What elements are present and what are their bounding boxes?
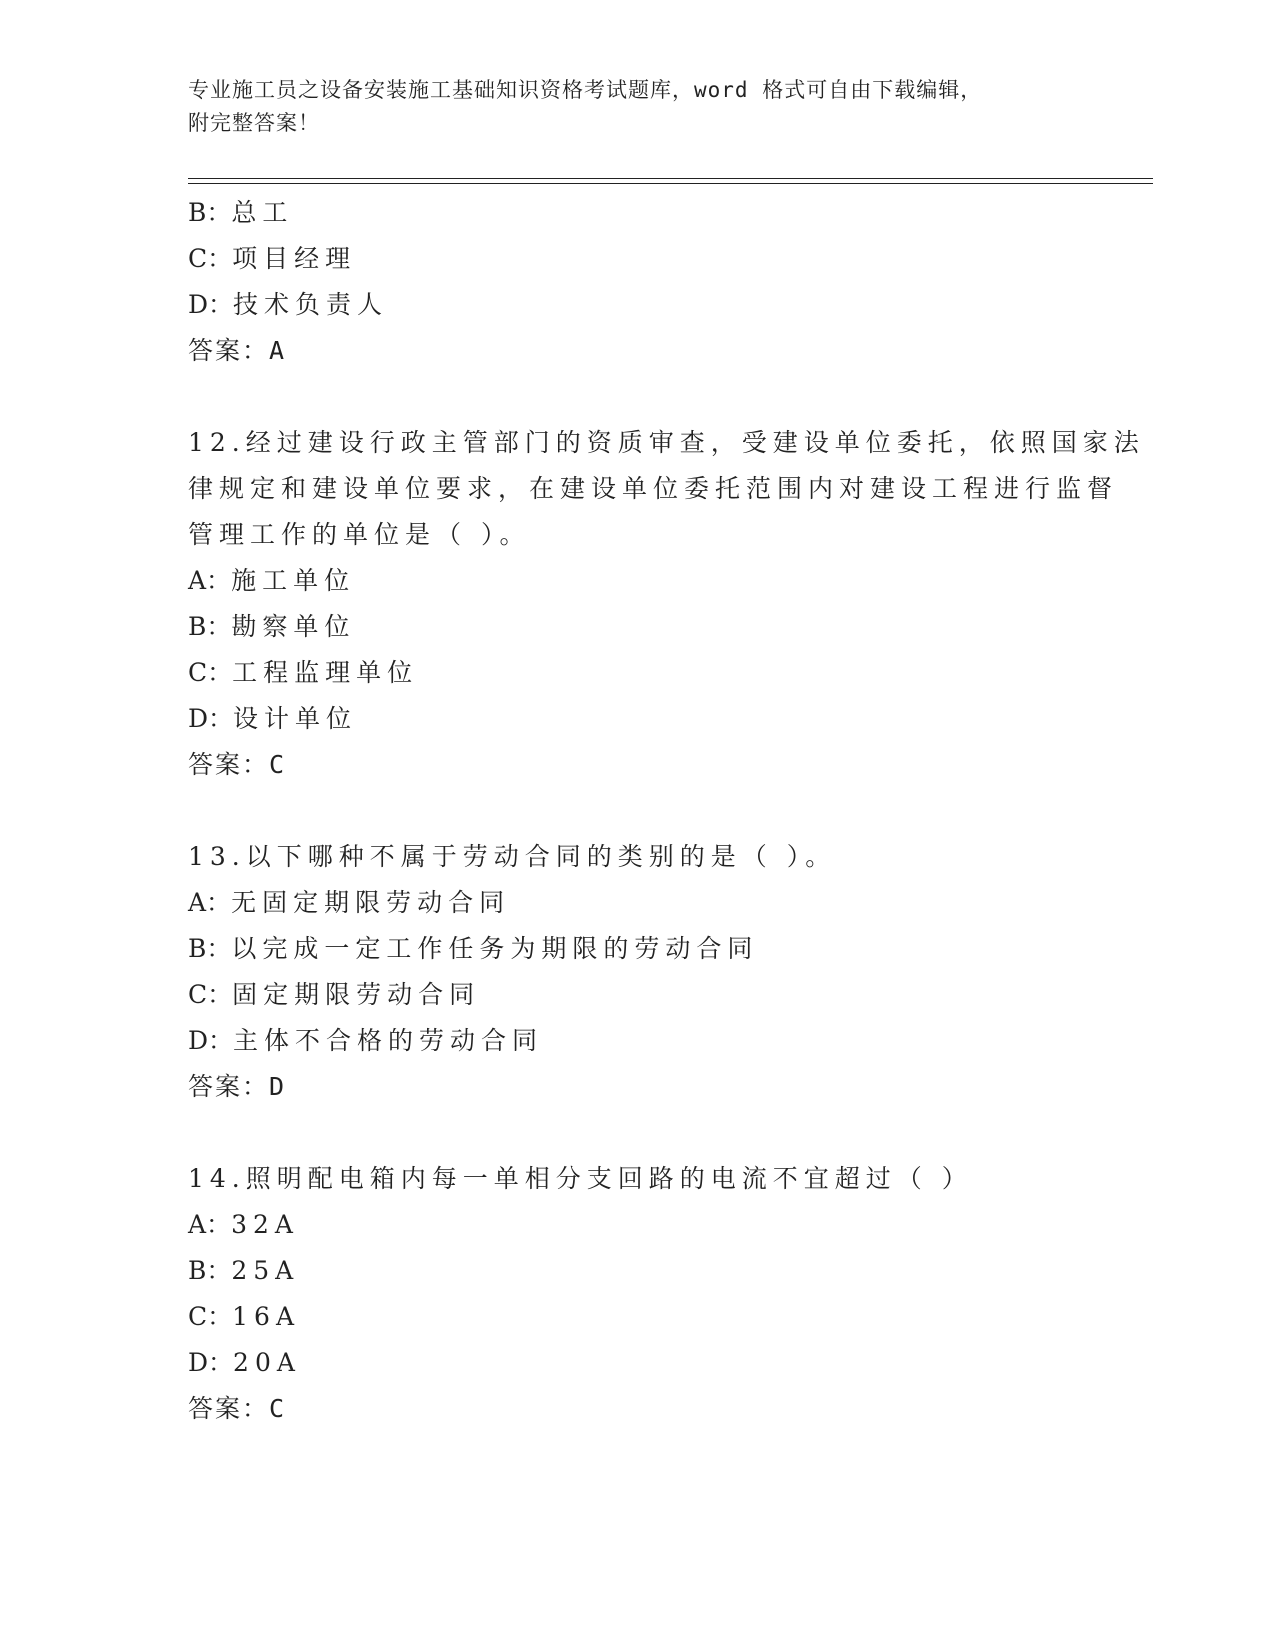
option-text: 工程监理单位: [232, 658, 419, 687]
question-text-line-1: 经过建设行政主管部门的资质审查，受建设单位委托，依照国家法: [245, 428, 1145, 457]
option-text: 32A: [231, 1210, 299, 1239]
option-text: 以完成一定工作任务为期限的劳动合同: [231, 934, 759, 963]
option-letter: A：: [188, 888, 232, 917]
option-letter: D：: [188, 1026, 234, 1055]
option-d: [188, 1340, 1088, 1386]
answer-value: A: [269, 336, 287, 365]
option-c: [188, 650, 1088, 696]
answer-label: 答案：: [188, 750, 270, 779]
option-text: 勘察单位: [231, 612, 356, 641]
option-a: [188, 1202, 1088, 1248]
option-letter: D：: [188, 290, 234, 319]
question-number: 12.: [188, 428, 246, 457]
option-letter: A：: [188, 566, 232, 595]
option-b: [188, 926, 1088, 972]
option-c: [188, 972, 1088, 1018]
option-c: [188, 236, 1088, 282]
answer-label: 答案：: [188, 1394, 270, 1423]
answer-value: C: [269, 1394, 287, 1423]
header-line-2: 附完整答案！: [188, 111, 320, 135]
answer-line: [188, 328, 1088, 374]
option-a: [188, 880, 1088, 926]
answer-line: [188, 1386, 1088, 1432]
question-text-line-2: 律规定和建设单位要求，在建设单位委托范围内对建设工程进行监督: [188, 474, 1119, 503]
question-text: [188, 834, 1088, 880]
question-text: [188, 1156, 1088, 1202]
answer-value: C: [269, 750, 287, 779]
question-text: [188, 420, 1145, 558]
option-letter: D：: [188, 704, 234, 733]
question-number: 14.: [188, 1164, 246, 1193]
option-letter: B：: [188, 1256, 232, 1285]
option-text: 25A: [231, 1256, 300, 1285]
option-text: 设计单位: [233, 704, 358, 733]
question-14: [188, 1156, 1088, 1432]
option-text: 主体不合格的劳动合同: [233, 1026, 544, 1055]
header-divider-bottom: [188, 183, 1153, 184]
option-text: 项目经理: [232, 244, 357, 273]
answer-line: [188, 1064, 1088, 1110]
option-d: [188, 696, 1088, 742]
answer-label: 答案：: [188, 1072, 270, 1101]
option-text: 固定期限劳动合同: [232, 980, 481, 1009]
question-text-line-3: 管理工作的单位是（ ）。: [188, 520, 531, 549]
option-b: [188, 190, 1088, 236]
option-text: 20A: [233, 1348, 301, 1377]
question-text-line-1: 以下哪种不属于劳动合同的类别的是（ ）。: [245, 842, 837, 871]
question-number: 13.: [188, 842, 246, 871]
option-text: 16A: [232, 1302, 301, 1331]
option-a: [188, 558, 1088, 604]
option-c: [188, 1294, 1088, 1340]
option-b: [188, 604, 1088, 650]
option-text: 技术负责人: [233, 290, 389, 319]
option-letter: B：: [188, 934, 232, 963]
option-b: [188, 1248, 1088, 1294]
option-text: 无固定期限劳动合同: [231, 888, 511, 917]
question-text-line-1: 照明配电箱内每一单相分支回路的电流不宜超过（ ）: [245, 1164, 973, 1193]
question-13: [188, 834, 1088, 1110]
option-letter: C：: [188, 244, 233, 273]
option-text: 总工: [231, 198, 294, 227]
carryover-question: [188, 190, 1088, 374]
question-text-line: [188, 420, 1145, 466]
question-content: [188, 190, 1145, 1432]
answer-value: D: [269, 1072, 287, 1101]
option-letter: B：: [188, 612, 232, 641]
option-letter: A：: [188, 1210, 232, 1239]
question-12: [188, 420, 1145, 788]
option-text: 施工单位: [231, 566, 356, 595]
option-d: [188, 282, 1088, 328]
option-letter: D：: [188, 1348, 234, 1377]
option-letter: C：: [188, 1302, 233, 1331]
option-d: [188, 1018, 1088, 1064]
option-letter: C：: [188, 980, 233, 1009]
answer-label: 答案：: [188, 336, 270, 365]
document-header: [188, 74, 1088, 140]
option-letter: B：: [188, 198, 232, 227]
header-line-1: 专业施工员之设备安装施工基础知识资格考试题库，word 格式可自由下载编辑，: [188, 78, 983, 102]
answer-line: [188, 742, 1088, 788]
header-divider-top: [188, 178, 1153, 179]
option-letter: C：: [188, 658, 233, 687]
